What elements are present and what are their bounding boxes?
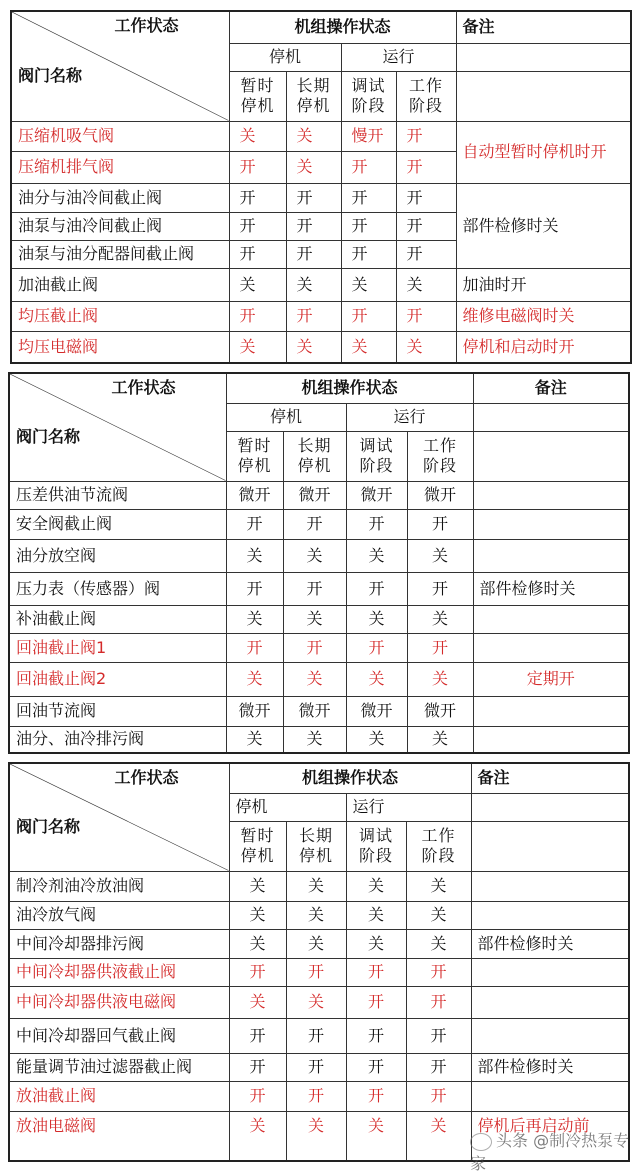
watermark-text: 头条 @制冷热泵专家 [470,1131,630,1173]
valve-name: 回油节流阀 [9,696,226,726]
valve-name: 压缩机排气阀 [11,151,229,183]
state-cell: 慢开 [341,121,396,151]
state-cell: 关 [226,726,283,753]
state-cell: 关 [283,605,346,633]
valve-name: 均压截止阀 [11,301,229,331]
table-row [9,871,629,901]
state-cell: 开 [396,240,456,268]
valve-name: 油冷放气阀 [9,901,229,929]
empty-note-cell [471,793,629,821]
state-cell: 开 [407,572,473,605]
state-cell: 关 [407,539,473,572]
state-cell: 微开 [226,696,283,726]
table-row [11,331,631,363]
unit-state-header: 机组操作状态 [226,373,473,403]
valve-table-2 [8,372,630,754]
state-cell: 开 [346,1053,406,1081]
note-cell: 自动型暂时停机时开 [456,121,631,183]
state-cell: 开 [346,509,407,539]
note-cell [471,901,629,929]
note-cell [471,958,629,986]
state-cell: 开 [229,958,286,986]
note-cell [473,633,629,662]
state-cell: 关 [346,662,407,696]
table-row [9,633,629,662]
valve-name: 能量调节油过滤器截止阀 [9,1053,229,1081]
state-cell: 开 [341,240,396,268]
state-cell: 开 [341,212,396,240]
stop-header: 停机 [226,403,346,431]
valve-name: 中间冷却器供液截止阀 [9,958,229,986]
table-row [11,268,631,301]
note-cell: 部件检修时关 [471,929,629,958]
state-cell: 微开 [346,696,407,726]
table-row [9,662,629,696]
stop-header: 停机 [229,793,346,821]
state-cell: 开 [407,509,473,539]
state-cell: 开 [396,121,456,151]
note-header: 备注 [456,11,631,43]
table-row [9,986,629,1018]
state-cell: 开 [346,986,406,1018]
table-row [9,696,629,726]
table-row [9,1053,629,1081]
sub-header-1: 暂时停机 [229,71,286,121]
state-cell: 关 [283,539,346,572]
state-cell: 开 [229,301,286,331]
valve-name: 均压电磁阀 [11,331,229,363]
valve-name: 放油电磁阀 [9,1111,229,1161]
note-cell [473,605,629,633]
empty-note-cell [473,431,629,481]
state-cell: 开 [396,301,456,331]
state-cell: 关 [346,929,406,958]
state-cell: 开 [396,151,456,183]
state-cell: 关 [229,121,286,151]
state-cell: 开 [229,212,286,240]
note-cell [473,696,629,726]
unit-state-header: 机组操作状态 [229,763,471,793]
note-cell: 部件检修时关 [473,572,629,605]
header-row [9,373,629,403]
state-cell: 关 [229,986,286,1018]
state-cell: 关 [346,871,406,901]
valve-name: 压差供油节流阀 [9,481,226,509]
valve-name: 制冷剂油冷放油阀 [9,871,229,901]
valve-name: 油泵与油冷间截止阀 [11,212,229,240]
empty-note-cell [473,403,629,431]
state-cell: 开 [341,183,396,212]
state-cell: 开 [229,1053,286,1081]
state-cell: 开 [283,572,346,605]
sub-header-4: 工作阶段 [396,71,456,121]
table-row [11,183,631,212]
state-cell: 关 [346,901,406,929]
state-cell: 开 [396,183,456,212]
note-cell: 部件检修时关 [456,183,631,268]
state-cell: 关 [346,539,407,572]
sub-header-2: 长期停机 [286,821,346,871]
valve-name: 加油截止阀 [11,268,229,301]
state-cell: 开 [346,1081,406,1111]
state-cell: 关 [229,901,286,929]
state-cell: 开 [406,1053,471,1081]
state-cell: 关 [346,726,407,753]
table-row [9,572,629,605]
table-row [9,539,629,572]
state-cell: 开 [286,1053,346,1081]
table-row [9,1081,629,1111]
state-cell: 关 [286,901,346,929]
valve-name-label: 阀门名称 [16,817,81,837]
run-header: 运行 [346,403,473,431]
valve-name: 油泵与油分配器间截止阀 [11,240,229,268]
state-cell: 关 [407,726,473,753]
valve-name: 压力表（传感器）阀 [9,572,226,605]
state-cell: 开 [229,151,286,183]
valve-name: 放油截止阀 [9,1081,229,1111]
watermark [470,1128,640,1174]
note-cell [473,726,629,753]
table-row [9,481,629,509]
note-cell: 维修电磁阀时关 [456,301,631,331]
run-header: 运行 [346,793,471,821]
state-cell: 开 [286,212,341,240]
note-header: 备注 [471,763,629,793]
state-cell: 微开 [283,481,346,509]
state-cell: 关 [396,268,456,301]
state-cell: 开 [286,1018,346,1053]
sub-header-2: 长期停机 [283,431,346,481]
state-cell: 关 [286,986,346,1018]
state-cell: 关 [406,929,471,958]
state-cell: 关 [229,331,286,363]
state-cell: 微开 [283,696,346,726]
valve-name-label: 阀门名称 [16,427,81,447]
unit-state-header: 机组操作状态 [229,11,456,43]
wechat-icon [470,1133,492,1151]
state-cell: 关 [286,929,346,958]
work-state-label: 工作状态 [114,768,179,787]
state-cell: 开 [341,151,396,183]
valve-name: 回油截止阀2 [9,662,226,696]
state-cell: 开 [406,1081,471,1111]
state-cell: 关 [229,871,286,901]
state-cell: 关 [407,662,473,696]
work-state-label: 工作状态 [111,378,176,397]
note-cell: 停机后再启动前 [471,1111,629,1161]
diagonal-header-cell [9,373,226,481]
diagonal-header-cell [9,763,229,871]
state-cell: 开 [283,509,346,539]
note-cell [473,509,629,539]
note-cell [473,481,629,509]
state-cell: 开 [406,986,471,1018]
state-cell: 开 [286,183,341,212]
state-cell: 关 [286,1111,346,1161]
state-cell: 开 [229,1081,286,1111]
state-cell: 开 [407,633,473,662]
state-cell: 开 [286,240,341,268]
empty-note-cell [456,71,631,121]
sub-header-4: 工作阶段 [406,821,471,871]
table-row [11,121,631,151]
table-row [9,929,629,958]
state-cell: 开 [346,572,407,605]
valve-name: 安全阀截止阀 [9,509,226,539]
note-cell [471,871,629,901]
state-cell: 关 [286,151,341,183]
note-cell [473,539,629,572]
note-header: 备注 [473,373,629,403]
state-cell: 关 [341,331,396,363]
table-row [9,605,629,633]
state-cell: 开 [346,633,407,662]
state-cell: 开 [406,958,471,986]
sub-header-1: 暂时停机 [226,431,283,481]
state-cell: 关 [406,871,471,901]
valve-name: 回油截止阀1 [9,633,226,662]
valve-name: 中间冷却器回气截止阀 [9,1018,229,1053]
state-cell: 关 [226,605,283,633]
state-cell: 关 [229,1111,286,1161]
sub-header-4: 工作阶段 [407,431,473,481]
valve-name: 油分与油冷间截止阀 [11,183,229,212]
state-cell: 微开 [407,481,473,509]
table-row [9,901,629,929]
state-cell: 关 [407,605,473,633]
state-cell: 开 [229,1018,286,1053]
state-cell: 开 [283,633,346,662]
empty-note-cell [471,821,629,871]
state-cell: 关 [406,1111,471,1161]
state-cell: 关 [406,901,471,929]
stop-header: 停机 [229,43,341,71]
state-cell: 关 [341,268,396,301]
state-cell: 微开 [346,481,407,509]
diagonal-header-cell [11,11,229,121]
header-row [9,763,629,793]
state-cell: 关 [286,331,341,363]
state-cell: 关 [346,605,407,633]
state-cell: 关 [286,871,346,901]
valve-name: 中间冷却器供液电磁阀 [9,986,229,1018]
table-row [9,1018,629,1053]
state-cell: 开 [341,301,396,331]
state-cell: 关 [396,331,456,363]
valve-table-3 [8,762,630,1162]
note-cell: 加油时开 [456,268,631,301]
note-cell [471,1081,629,1111]
state-cell: 关 [229,929,286,958]
sub-header-3: 调试阶段 [346,821,406,871]
state-cell: 开 [346,1018,406,1053]
state-cell: 开 [226,509,283,539]
state-cell: 开 [396,212,456,240]
valve-name: 中间冷却器排污阀 [9,929,229,958]
valve-name: 油分、油冷排污阀 [9,726,226,753]
state-cell: 开 [286,958,346,986]
state-cell: 关 [283,662,346,696]
state-cell: 关 [286,121,341,151]
table-row [9,509,629,539]
state-cell: 关 [229,268,286,301]
work-state-label: 工作状态 [114,16,179,35]
valve-table-1 [10,10,632,364]
state-cell: 关 [286,268,341,301]
valve-name: 补油截止阀 [9,605,226,633]
note-cell [471,1018,629,1053]
state-cell: 关 [283,726,346,753]
state-cell: 开 [286,1081,346,1111]
state-cell: 开 [229,183,286,212]
state-cell: 微开 [226,481,283,509]
state-cell: 关 [346,1111,406,1161]
state-cell: 开 [229,240,286,268]
header-row [11,11,631,43]
note-cell: 定期开 [473,662,629,696]
state-cell: 开 [226,633,283,662]
state-cell: 关 [226,539,283,572]
sub-header-3: 调试阶段 [341,71,396,121]
note-cell [471,986,629,1018]
valve-name-label: 阀门名称 [18,66,83,86]
note-cell: 部件检修时关 [471,1053,629,1081]
sub-header-3: 调试阶段 [346,431,407,481]
table-row [11,301,631,331]
table-row [9,958,629,986]
state-cell: 开 [346,958,406,986]
state-cell: 开 [406,1018,471,1053]
state-cell: 微开 [407,696,473,726]
valve-name: 压缩机吸气阀 [11,121,229,151]
empty-note-cell [456,43,631,71]
note-cell: 停机和启动时开 [456,331,631,363]
run-header: 运行 [341,43,456,71]
valve-name: 油分放空阀 [9,539,226,572]
state-cell: 关 [226,662,283,696]
sub-header-1: 暂时停机 [229,821,286,871]
sub-header-2: 长期停机 [286,71,341,121]
state-cell: 开 [286,301,341,331]
table-row [9,726,629,753]
state-cell: 开 [226,572,283,605]
